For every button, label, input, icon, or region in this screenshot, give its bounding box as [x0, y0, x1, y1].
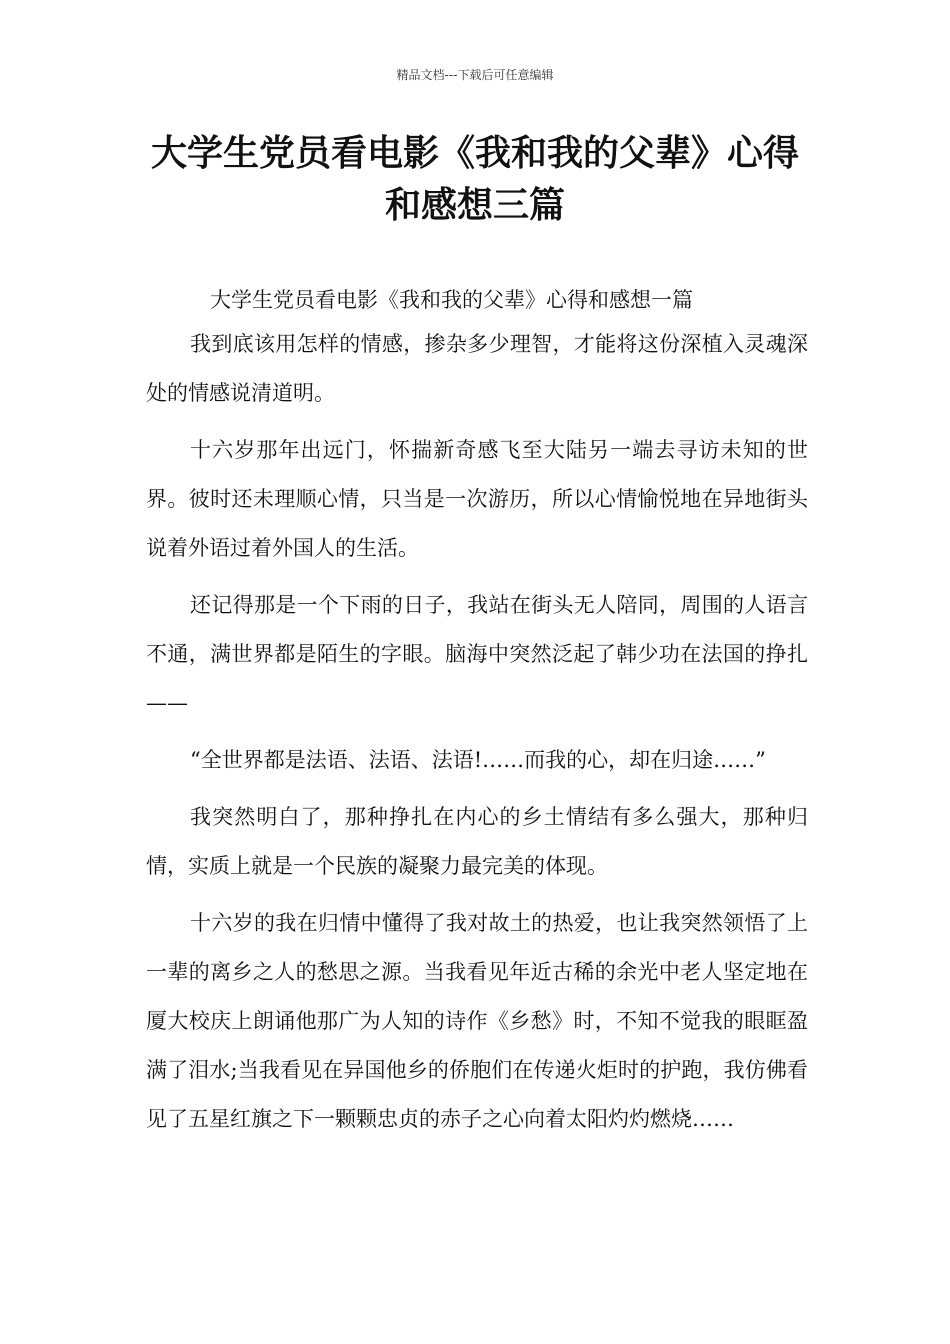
paragraph-quote: “全世界都是法语、法语、法语!……而我的心，却在归途……” — [190, 748, 766, 772]
document-title: 大学生党员看电影《我和我的父辈》心得和感想三篇 — [150, 133, 799, 226]
document-body — [146, 282, 808, 1152]
paragraph-2: 十六岁那年出远门，怀揣新奇感飞至大陆另一端去寻访未知的世界。彼时还未理顺心情，只当是一次游历，所以心情愉悦地在异地街头说着外语过着外国人的生活。 — [146, 438, 808, 560]
page-header-note: 精品文档---下载后可任意编辑 — [396, 68, 554, 82]
paragraph-5: 我突然明白了，那种挣扎在内心的乡土情结有多么强大，那种归情，实质上就是一个民族的凝聚力最完美的体现。 — [146, 805, 808, 878]
paragraph-6: 十六岁的我在归情中懂得了我对故土的热爱，也让我突然领悟了上一辈的离乡之人的愁思之源。当我看见年近古稀的余光中老人坚定地在厦大校庆上朗诵他那广为人知的诗作《乡愁》时，不知不觉我的眼眶盈满了泪水;当我看见在异国他乡的侨胞们在传递火炬时的护跑，我仿佛看见了五星红旗之下一颗颗忠贞的赤子之心向着太阳灼灼燃烧…… — [146, 911, 808, 1131]
paragraph-3: 还记得那是一个下雨的日子，我站在街头无人陪同，周围的人语言不通，满世界都是陌生的字眼。脑海中突然泛起了韩少功在法国的挣扎—— — [146, 593, 808, 715]
section-subtitle: 大学生党员看电影《我和我的父辈》心得和感想一篇 — [210, 288, 693, 312]
paragraph-1: 我到底该用怎样的情感，掺杂多少理智，才能将这份深植入灵魂深处的情感说清道明。 — [146, 332, 808, 405]
